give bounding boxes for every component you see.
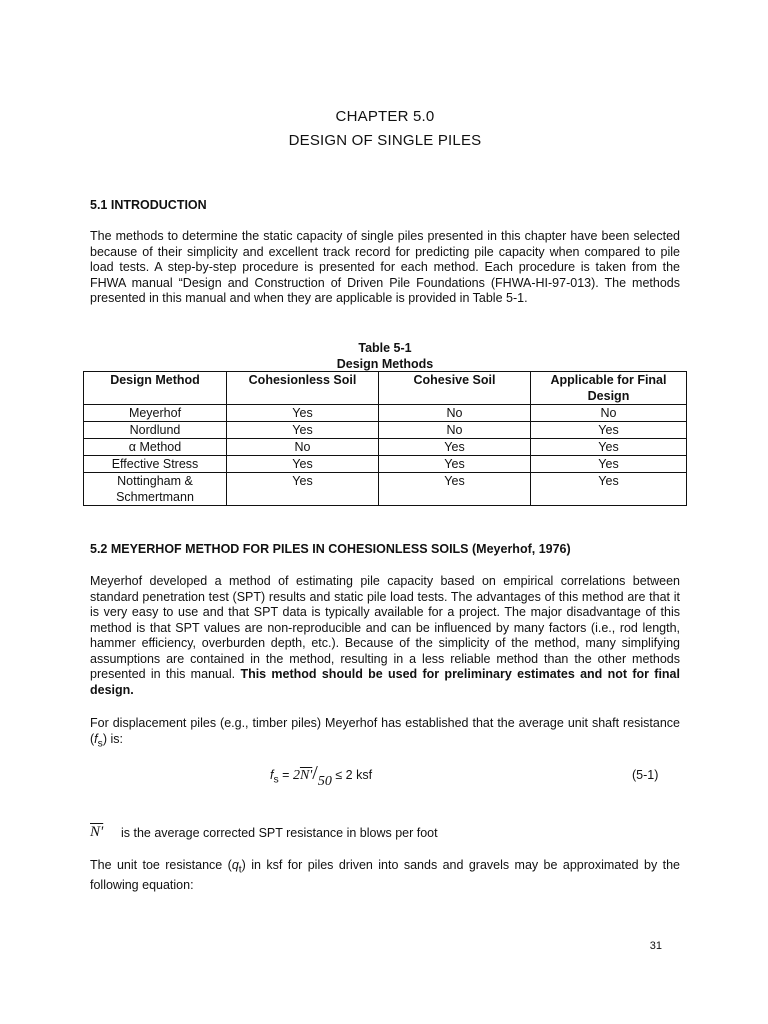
table-cell: Yes: [379, 439, 531, 456]
table-row: [84, 473, 687, 506]
introduction-paragraph: The methods to determine the static capacity of single piles presented in this chapter have been selected because of their simplicity and excellent track record for predicting pile capacity when compared to pile load tests. A step-by-step procedure is presented for each method. Each procedure is taken from the FHWA manual “Design and Construction of Driven Pile Foundations (FHWA-HI-97-013). The methods presented in this manual and when they are applicable is provided in Table 5-1.: [90, 229, 680, 305]
design-methods-table: [83, 371, 687, 506]
table-cell: Yes: [227, 456, 379, 473]
equation-5-1: [270, 762, 373, 789]
section-heading-introduction: 5.1 INTRODUCTION: [90, 198, 207, 212]
meyerhof-paragraph-emphasis: This method should be used for preliminary estimates and not for final design.: [90, 667, 680, 697]
n-bar-definition: is the average corrected SPT resistance in blows per foot: [121, 826, 438, 840]
table-cell: Nordlund: [84, 422, 227, 439]
equation-n-bar: N': [299, 768, 313, 783]
table-row: [84, 456, 687, 473]
variable: q: [231, 858, 239, 872]
table-cell: Yes: [379, 473, 531, 506]
equation-coefficient: 2: [292, 768, 300, 783]
table-cell: No: [531, 405, 687, 422]
table-cell: No: [379, 405, 531, 422]
column-header: Cohesive Soil: [379, 372, 531, 405]
table-cell: Yes: [531, 473, 687, 506]
section-heading-text: 5.2 MEYERHOF METHOD FOR PILES IN COHESIONLESS SOILS: [90, 542, 469, 556]
toe-resistance-paragraph: [90, 858, 680, 894]
chapter-number: CHAPTER 5.0: [335, 108, 435, 125]
equation-limit: ≤ 2 ksf: [331, 768, 373, 782]
table-cell: Yes: [531, 422, 687, 439]
section-heading-meyerhof: [90, 542, 571, 556]
shaft-resistance-paragraph: [90, 716, 680, 752]
paragraph-text: ) is:: [102, 731, 123, 746]
table-header-row: [84, 372, 687, 405]
equation-numerator: [293, 768, 312, 783]
table-cell: Effective Stress: [84, 456, 227, 473]
paragraph-text: For displacement piles (e.g., timber piles) Meyerhof has established that the average unit shaft resistance (: [90, 716, 680, 746]
chapter-title: DESIGN OF SINGLE PILES: [288, 132, 482, 149]
subscript: s: [97, 738, 103, 749]
meyerhof-paragraph: [90, 574, 680, 698]
table-cell: Nottingham & Schmertmann: [84, 473, 227, 506]
table-cell: No: [379, 422, 531, 439]
column-header: Design Method: [84, 372, 227, 405]
subscript: t: [238, 864, 242, 876]
table-cell: α Method: [84, 439, 227, 456]
equation-variable: f: [270, 768, 274, 782]
table-row: [84, 439, 687, 456]
table-cell: Meyerhof: [84, 405, 227, 422]
table-cell: Yes: [227, 473, 379, 506]
column-header: Cohesionless Soil: [227, 372, 379, 405]
fraction-slash: /: [312, 762, 318, 784]
equation-divisor: 50: [317, 774, 332, 789]
section-heading-reference: (Meyerhof, 1976): [472, 542, 571, 556]
table-row: [84, 422, 687, 439]
equation-subscript: s: [273, 774, 279, 786]
paragraph-text: ) in ksf for piles driven into sands and gravels may be approximated by the following equation:: [90, 858, 680, 892]
column-header: Applicable for Final Design: [531, 372, 687, 405]
table-caption-number: Table 5-1: [358, 341, 412, 355]
meyerhof-paragraph-text: Meyerhof developed a method of estimating pile capacity based on empirical correlations between standard penetration test (SPT) results and static pile load tests. The advantages of this method are that it is very easy to use and that SPT data is typically available for a project. The major disadvantage of this method is that SPT values are non-reproducible and can be influenced by many factors (i.e., rod length, hammer efficiency, overburden depth, etc.). Because of the simplicity of the method, many simplifying assumptions are contained in the method, resulting in a less reliable method than the other methods presented in this manual.: [90, 574, 680, 681]
equation-number: (5-1): [632, 768, 659, 782]
table-cell: Yes: [531, 439, 687, 456]
table-cell: Yes: [227, 405, 379, 422]
table-cell: Yes: [531, 456, 687, 473]
table-cell: Yes: [227, 422, 379, 439]
table-caption-title: Design Methods: [336, 357, 434, 371]
n-bar-symbol: N': [90, 824, 104, 840]
equation-equals: =: [278, 768, 293, 782]
variable: f: [94, 731, 98, 746]
table-cell: No: [227, 439, 379, 456]
page-number: 31: [649, 940, 662, 952]
paragraph-text: The unit toe resistance (: [90, 858, 232, 872]
table-cell: Yes: [379, 456, 531, 473]
table-row: [84, 405, 687, 422]
